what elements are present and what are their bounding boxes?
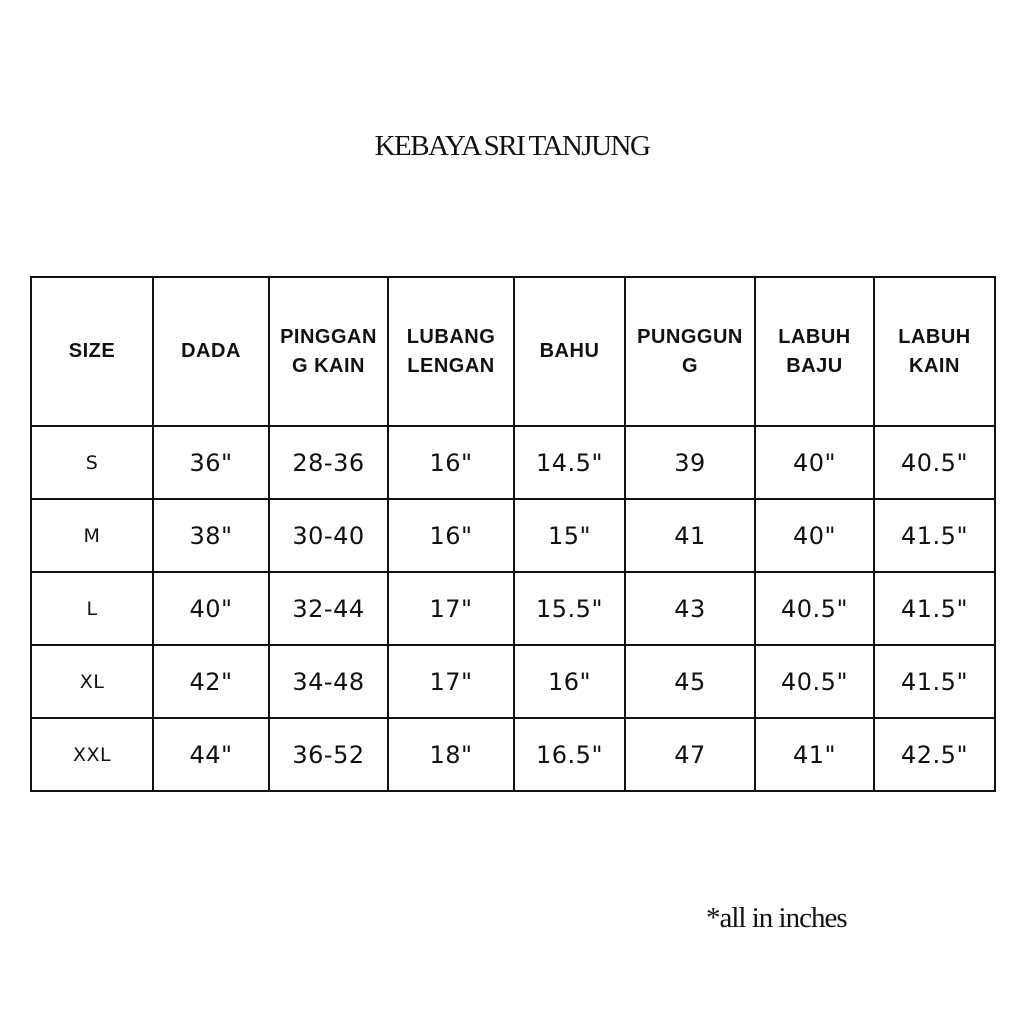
table-row xyxy=(31,499,995,572)
cell-lubang-lengan: 18" xyxy=(388,718,514,791)
header-pinggang-kain: PINGGANG KAIN xyxy=(269,277,388,426)
cell-size: L xyxy=(31,572,153,645)
units-footnote: *all in inches xyxy=(706,902,847,934)
cell-lubang-lengan: 16" xyxy=(388,426,514,499)
cell-size: XL xyxy=(31,645,153,718)
cell-dada: 40" xyxy=(153,572,269,645)
header-size: SIZE xyxy=(31,277,153,426)
cell-labuh-kain: 42.5" xyxy=(874,718,995,791)
header-lubang-lengan: LUBANG LENGAN xyxy=(388,277,514,426)
table-row xyxy=(31,572,995,645)
cell-bahu: 14.5" xyxy=(514,426,625,499)
cell-bahu: 16" xyxy=(514,645,625,718)
table-row xyxy=(31,426,995,499)
cell-punggung: 41 xyxy=(625,499,755,572)
cell-pinggang-kain: 36-52 xyxy=(269,718,388,791)
cell-punggung: 47 xyxy=(625,718,755,791)
cell-labuh-baju: 40" xyxy=(755,426,874,499)
cell-size: S xyxy=(31,426,153,499)
page-title: KEBAYA SRI TANJUNG xyxy=(374,130,650,162)
cell-bahu: 15" xyxy=(514,499,625,572)
cell-dada: 38" xyxy=(153,499,269,572)
size-chart-table xyxy=(30,276,996,792)
cell-size: XXL xyxy=(31,718,153,791)
table-row xyxy=(31,718,995,791)
cell-labuh-kain: 40.5" xyxy=(874,426,995,499)
cell-labuh-kain: 41.5" xyxy=(874,499,995,572)
cell-dada: 44" xyxy=(153,718,269,791)
table-header-row xyxy=(31,277,995,426)
cell-pinggang-kain: 34-48 xyxy=(269,645,388,718)
cell-pinggang-kain: 28-36 xyxy=(269,426,388,499)
cell-bahu: 16.5" xyxy=(514,718,625,791)
cell-labuh-baju: 41" xyxy=(755,718,874,791)
cell-labuh-kain: 41.5" xyxy=(874,645,995,718)
cell-lubang-lengan: 16" xyxy=(388,499,514,572)
header-labuh-baju: LABUH BAJU xyxy=(755,277,874,426)
table-row xyxy=(31,645,995,718)
cell-pinggang-kain: 30-40 xyxy=(269,499,388,572)
header-dada: DADA xyxy=(153,277,269,426)
cell-punggung: 45 xyxy=(625,645,755,718)
cell-pinggang-kain: 32-44 xyxy=(269,572,388,645)
cell-dada: 36" xyxy=(153,426,269,499)
cell-size: M xyxy=(31,499,153,572)
cell-labuh-baju: 40" xyxy=(755,499,874,572)
header-bahu: BAHU xyxy=(514,277,625,426)
cell-labuh-kain: 41.5" xyxy=(874,572,995,645)
header-labuh-kain: LABUH KAIN xyxy=(874,277,995,426)
cell-lubang-lengan: 17" xyxy=(388,645,514,718)
cell-bahu: 15.5" xyxy=(514,572,625,645)
cell-labuh-baju: 40.5" xyxy=(755,645,874,718)
cell-punggung: 43 xyxy=(625,572,755,645)
header-punggung: PUNGGUNG xyxy=(625,277,755,426)
cell-dada: 42" xyxy=(153,645,269,718)
cell-lubang-lengan: 17" xyxy=(388,572,514,645)
cell-punggung: 39 xyxy=(625,426,755,499)
cell-labuh-baju: 40.5" xyxy=(755,572,874,645)
